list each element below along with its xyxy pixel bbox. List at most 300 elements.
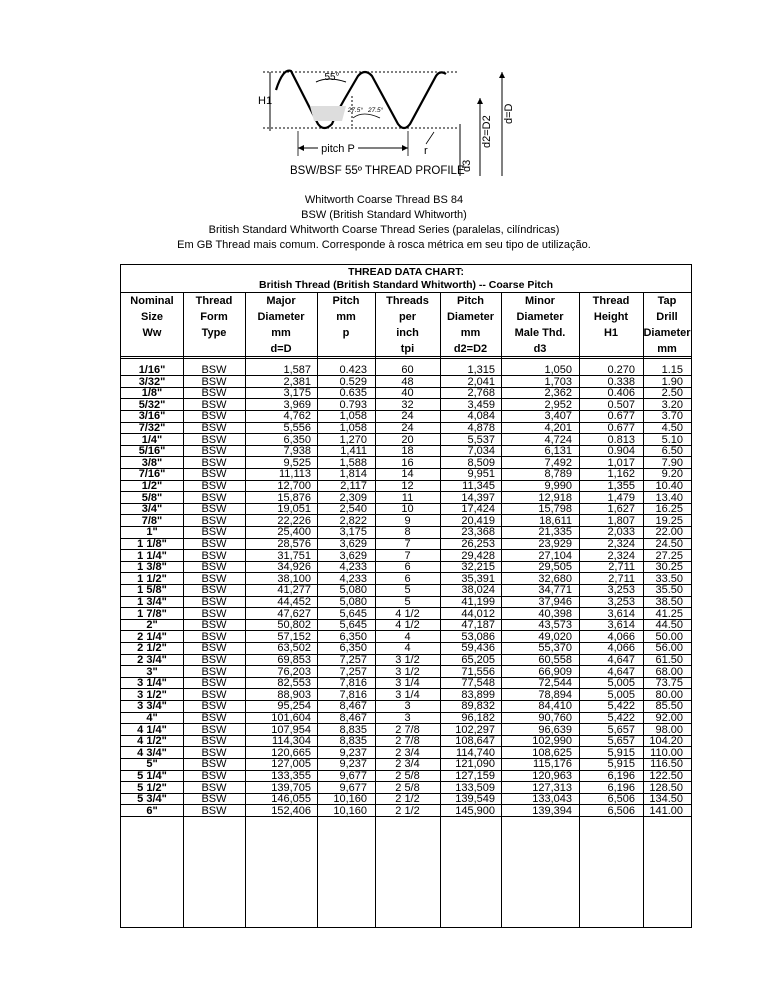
cell-nominal-size: 5" — [146, 758, 158, 771]
table-row — [121, 561, 691, 573]
cell-major-diameter: 28,576 — [277, 538, 311, 550]
cell-nominal-size: 5/32" — [138, 398, 166, 411]
cell-major-diameter: 88,903 — [277, 688, 311, 701]
cell-major-diameter: 63,502 — [277, 642, 311, 655]
cell-threads-per-inch: 2 3/4 — [395, 758, 420, 771]
cell-thread-height: 2,711 — [608, 561, 635, 574]
cell-pitch: 9,237 — [339, 758, 367, 771]
cell-minor-diameter: 90,760 — [538, 712, 572, 724]
cell-thread-height: 4,066 — [607, 630, 635, 643]
header-line: Diameter — [446, 311, 495, 323]
cell-major-diameter: 31,751 — [277, 549, 311, 562]
table-row — [121, 793, 691, 805]
thread-data-chart — [120, 264, 692, 928]
cell-major-diameter: 57,152 — [277, 630, 311, 643]
cell-minor-diameter: 3,407 — [544, 410, 572, 423]
table-row — [121, 666, 691, 678]
cell-minor-diameter: 133,043 — [532, 793, 572, 806]
cell-nominal-size: 6" — [146, 804, 158, 817]
cell-major-diameter: 114,304 — [272, 735, 311, 748]
cell-threads-per-inch: 2 5/8 — [395, 770, 420, 782]
cell-minor-diameter: 8,789 — [544, 468, 572, 481]
cell-nominal-size: 1 1/4" — [137, 549, 167, 562]
cell-thread-form: BSW — [201, 468, 227, 481]
cell-threads-per-inch: 2 7/8 — [395, 723, 420, 736]
cell-nominal-size: 5 3/4" — [137, 793, 167, 806]
cell-pitch: 7,257 — [339, 665, 367, 678]
cell-tap-drill: 104.20 — [649, 735, 683, 748]
header-line: Male Thd. — [514, 327, 566, 339]
cell-threads-per-inch: 24 — [401, 422, 414, 434]
cell-pitch: 5,645 — [339, 619, 367, 632]
header-pitch — [317, 293, 375, 356]
cell-thread-form: BSW — [201, 630, 227, 643]
table-row — [121, 712, 691, 724]
cell-pitch-diameter: 23,368 — [461, 526, 495, 539]
cell-pitch-diameter: 59,436 — [461, 642, 495, 655]
cell-thread-form: BSW — [201, 364, 227, 376]
cell-threads-per-inch: 2 1/2 — [395, 793, 420, 806]
table-row — [121, 677, 691, 689]
cell-pitch-diameter: 20,419 — [461, 514, 495, 527]
cell-tap-drill: 61.50 — [655, 654, 683, 666]
cell-nominal-size: 1/8" — [141, 387, 163, 400]
cell-threads-per-inch: 4 1/2 — [395, 607, 420, 620]
header-line: Ww — [142, 327, 162, 339]
table-row — [121, 538, 691, 550]
cell-nominal-size: 4" — [146, 712, 158, 724]
cell-pitch-diameter: 96,182 — [461, 712, 495, 724]
cell-thread-form: BSW — [201, 723, 227, 736]
cell-nominal-size: 3" — [146, 665, 158, 678]
table-row — [121, 364, 691, 376]
cell-thread-height: 5,422 — [607, 700, 635, 713]
cell-thread-height: 1,355 — [607, 480, 635, 492]
cell-threads-per-inch: 32 — [401, 398, 414, 411]
cell-threads-per-inch: 6 — [404, 572, 411, 585]
header-minor-diameter — [501, 293, 579, 356]
cell-major-diameter: 15,876 — [277, 491, 311, 504]
cell-pitch: 10,160 — [333, 804, 367, 817]
intro-line: BSW (British Standard Whitworth) — [301, 209, 467, 221]
cell-thread-height: 2,711 — [608, 572, 635, 585]
cell-major-diameter: 4,762 — [283, 410, 311, 423]
cell-pitch-diameter: 44,012 — [461, 607, 495, 620]
header-line: tpi — [400, 343, 415, 355]
cell-tap-drill: 122.50 — [649, 770, 683, 782]
cell-major-diameter: 11,113 — [278, 468, 311, 481]
cell-tap-drill: 56.00 — [655, 642, 683, 655]
cell-pitch-diameter: 127,159 — [455, 770, 495, 782]
cell-major-diameter: 5,556 — [283, 422, 311, 434]
cell-pitch-diameter: 4,878 — [467, 422, 495, 434]
cell-tap-drill: 68.00 — [655, 665, 683, 678]
cell-thread-form: BSW — [201, 410, 227, 423]
cell-major-diameter: 139,705 — [271, 781, 311, 794]
cell-pitch-diameter: 35,391 — [461, 572, 495, 585]
half-angle-left: 27.5° — [347, 107, 363, 114]
cell-nominal-size: 3/32" — [138, 375, 166, 388]
cell-threads-per-inch: 4 — [404, 642, 411, 655]
cell-thread-height: 0.338 — [607, 375, 635, 388]
header-line: per — [398, 311, 417, 323]
cell-threads-per-inch: 2 3/4 — [395, 746, 420, 759]
header-thread-form — [183, 293, 245, 356]
cell-thread-height: 0.904 — [607, 445, 635, 458]
cell-nominal-size: 1" — [146, 526, 158, 539]
cell-pitch: 0.635 — [339, 387, 367, 400]
cell-threads-per-inch: 60 — [401, 364, 414, 376]
cell-nominal-size: 4 3/4" — [137, 746, 167, 759]
cell-pitch: 0.529 — [339, 375, 367, 388]
cell-thread-height: 0.406 — [607, 387, 635, 400]
cell-pitch-diameter: 29,428 — [461, 549, 495, 562]
table-row — [121, 805, 691, 817]
cell-minor-diameter: 21,335 — [538, 526, 572, 539]
cell-thread-form: BSW — [201, 538, 227, 550]
cell-threads-per-inch: 40 — [401, 387, 414, 400]
cell-major-diameter: 22,226 — [277, 514, 311, 527]
cell-minor-diameter: 108,625 — [532, 746, 572, 759]
cell-minor-diameter: 127,313 — [532, 781, 572, 794]
table-row — [121, 387, 691, 399]
cell-thread-height: 6,196 — [607, 781, 635, 794]
row-divider — [121, 816, 691, 817]
cell-threads-per-inch: 7 — [404, 549, 411, 562]
cell-tap-drill: 24.50 — [655, 538, 683, 550]
header-threads-per-inch — [375, 293, 440, 356]
cell-pitch: 1,588 — [339, 456, 367, 469]
cell-major-diameter: 12,700 — [277, 480, 311, 492]
cell-tap-drill: 6.50 — [661, 445, 683, 458]
cell-threads-per-inch: 2 5/8 — [395, 781, 420, 794]
angle-label: 55° — [324, 72, 340, 83]
cell-thread-form: BSW — [201, 514, 227, 527]
cell-nominal-size: 1 1/2" — [137, 572, 167, 585]
cell-nominal-size: 2 3/4" — [137, 654, 167, 666]
cell-thread-form: BSW — [201, 700, 227, 713]
cell-nominal-size: 7/32" — [138, 422, 166, 434]
cell-tap-drill: 30.25 — [655, 561, 683, 574]
header-divider-double — [121, 358, 691, 359]
cell-threads-per-inch: 3 1/4 — [395, 688, 420, 701]
half-angle-right: 27.5° — [368, 107, 384, 114]
header-line: Threads — [386, 295, 429, 307]
cell-threads-per-inch: 3 — [404, 712, 411, 724]
cell-major-diameter: 107,954 — [271, 723, 311, 736]
cell-nominal-size: 1 5/8" — [137, 584, 167, 597]
cell-pitch-diameter: 2,041 — [467, 375, 495, 388]
cell-thread-form: BSW — [201, 804, 227, 817]
header-line: inch — [396, 327, 419, 339]
cell-pitch: 10,160 — [333, 793, 367, 806]
cell-pitch-diameter: 108,647 — [455, 735, 495, 748]
cell-threads-per-inch: 3 — [404, 700, 411, 713]
d2-label: d2=D2 — [481, 115, 493, 148]
cell-pitch-diameter: 145,900 — [455, 804, 495, 817]
cell-nominal-size: 1/16" — [138, 364, 166, 376]
cell-thread-form: BSW — [201, 619, 227, 632]
header-major-diameter — [245, 293, 317, 356]
cell-thread-height: 1,627 — [607, 503, 635, 516]
cell-nominal-size: 2 1/2" — [137, 642, 167, 655]
cell-thread-form: BSW — [201, 793, 227, 806]
cell-minor-diameter: 9,990 — [544, 480, 572, 492]
h1-label: H1 — [258, 95, 273, 107]
cell-pitch-diameter: 65,205 — [461, 654, 495, 666]
cell-major-diameter: 133,355 — [271, 770, 311, 782]
cell-pitch: 3,175 — [339, 526, 367, 539]
intro-text — [0, 193, 768, 253]
chart-title-block — [121, 265, 691, 293]
header-nominal-size — [121, 293, 183, 356]
cell-minor-diameter: 102,990 — [532, 735, 572, 748]
cell-minor-diameter: 6,131 — [544, 445, 572, 458]
cell-threads-per-inch: 3 1/4 — [395, 677, 420, 690]
cell-pitch-diameter: 38,024 — [461, 584, 495, 597]
cell-pitch: 5,080 — [339, 584, 367, 597]
cell-nominal-size: 5 1/2" — [137, 781, 167, 794]
cell-threads-per-inch: 14 — [401, 468, 414, 481]
header-tap-drill — [643, 293, 691, 356]
intro-line: British Standard Whitworth Coarse Thread Series (paralelas, cilíndricas) — [208, 224, 560, 236]
cell-threads-per-inch: 5 — [404, 584, 411, 597]
table-row — [121, 631, 691, 643]
cell-thread-form: BSW — [201, 433, 227, 446]
cell-tap-drill: 85.50 — [655, 700, 683, 713]
cell-minor-diameter: 84,410 — [538, 700, 572, 713]
cell-tap-drill: 1.90 — [661, 375, 683, 388]
cell-major-diameter: 2,381 — [283, 375, 311, 388]
cell-thread-height: 0.813 — [607, 433, 635, 446]
cell-thread-height: 3,253 — [607, 596, 635, 608]
cell-thread-height: 0.677 — [607, 422, 635, 434]
cell-major-diameter: 38,100 — [277, 572, 311, 585]
table-row — [121, 492, 691, 504]
cell-thread-form: BSW — [201, 677, 227, 690]
cell-minor-diameter: 4,201 — [544, 422, 572, 434]
cell-minor-diameter: 66,909 — [538, 665, 572, 678]
table-row — [121, 758, 691, 770]
cell-nominal-size: 1 3/4" — [137, 596, 167, 608]
cell-tap-drill: 1.15 — [661, 364, 683, 376]
table-row — [121, 770, 691, 782]
cell-nominal-size: 3/8" — [141, 456, 163, 469]
cell-tap-drill: 3.20 — [661, 398, 683, 411]
cell-thread-form: BSW — [201, 746, 227, 759]
cell-tap-drill: 33.50 — [655, 572, 683, 585]
cell-thread-height: 5,422 — [607, 712, 635, 724]
header-line: Diameter — [516, 311, 564, 323]
cell-thread-form: BSW — [201, 758, 227, 771]
d-label: d=D — [503, 103, 515, 124]
cell-major-diameter: 25,400 — [277, 526, 311, 539]
cell-nominal-size: 7/8" — [141, 514, 163, 527]
cell-pitch-diameter: 14,397 — [461, 491, 495, 504]
cell-thread-form: BSW — [201, 781, 227, 794]
cell-thread-height: 1,479 — [607, 491, 635, 504]
cell-thread-form: BSW — [201, 770, 227, 782]
cell-nominal-size: 3/4" — [141, 503, 163, 516]
cell-threads-per-inch: 6 — [404, 561, 411, 574]
cell-pitch: 6,350 — [339, 630, 367, 643]
cell-tap-drill: 2.50 — [661, 387, 683, 400]
cell-minor-diameter: 32,680 — [538, 572, 572, 585]
cell-major-diameter: 127,005 — [271, 758, 311, 771]
cell-pitch: 4,233 — [339, 572, 367, 585]
cell-thread-form: BSW — [201, 596, 227, 608]
table-row — [121, 596, 691, 608]
cell-pitch-diameter: 83,899 — [461, 688, 495, 701]
cell-major-diameter: 95,254 — [277, 700, 311, 713]
header-line: Size — [140, 311, 163, 323]
table-row — [121, 399, 691, 411]
chart-title: THREAD DATA CHART: — [348, 266, 464, 278]
cell-thread-height: 5,657 — [607, 735, 635, 748]
cell-pitch: 1,058 — [339, 422, 367, 434]
cell-pitch-diameter: 8,509 — [467, 456, 495, 469]
table-row — [121, 457, 691, 469]
cell-minor-diameter: 55,370 — [538, 642, 572, 655]
cell-pitch: 7,816 — [339, 677, 367, 690]
cell-tap-drill: 110.00 — [650, 746, 683, 759]
cell-thread-form: BSW — [201, 665, 227, 678]
cell-pitch-diameter: 26,253 — [461, 538, 495, 550]
cell-pitch: 5,080 — [339, 596, 367, 608]
cell-tap-drill: 5.10 — [661, 433, 683, 446]
cell-pitch-diameter: 9,951 — [467, 468, 495, 481]
cell-tap-drill: 19.25 — [655, 514, 683, 527]
cell-tap-drill: 38.50 — [655, 596, 683, 608]
cell-pitch-diameter: 4,084 — [467, 410, 495, 423]
cell-thread-form: BSW — [201, 456, 227, 469]
table-row — [121, 654, 691, 666]
cell-tap-drill: 41.25 — [655, 607, 683, 620]
cell-tap-drill: 35.50 — [655, 584, 683, 597]
cell-thread-form: BSW — [201, 398, 227, 411]
cell-pitch-diameter: 71,556 — [461, 665, 495, 678]
cell-major-diameter: 50,802 — [277, 619, 311, 632]
cell-thread-height: 1,162 — [607, 468, 635, 481]
table-row — [121, 422, 691, 434]
cell-minor-diameter: 37,946 — [538, 596, 572, 608]
header-line: H1 — [603, 327, 619, 339]
cell-thread-height: 5,005 — [607, 677, 635, 690]
header-line: p — [342, 327, 350, 339]
cell-nominal-size: 2 1/4" — [137, 630, 167, 643]
cell-pitch: 0.423 — [339, 364, 367, 376]
cell-pitch: 0.793 — [339, 398, 367, 411]
header-pitch-diameter — [440, 293, 501, 356]
cell-thread-form: BSW — [201, 642, 227, 655]
cell-major-diameter: 3,175 — [283, 387, 311, 400]
cell-thread-height: 3,614 — [607, 607, 635, 620]
cell-thread-form: BSW — [201, 445, 227, 458]
header-line: Pitch — [332, 295, 360, 307]
header-line: Nominal — [130, 295, 174, 307]
cell-nominal-size: 5/8" — [141, 491, 163, 504]
cell-threads-per-inch: 2 7/8 — [395, 735, 420, 748]
cell-tap-drill: 141.00 — [649, 804, 683, 817]
cell-nominal-size: 5/16" — [138, 445, 166, 458]
cell-pitch: 9,677 — [339, 770, 367, 782]
cell-tap-drill: 10.40 — [655, 480, 683, 492]
cell-thread-height: 0.507 — [607, 398, 635, 411]
cell-threads-per-inch: 20 — [401, 433, 414, 446]
cell-nominal-size: 3 3/4" — [137, 700, 167, 713]
cell-minor-diameter: 7,492 — [544, 456, 572, 469]
table-row — [121, 480, 691, 492]
cell-thread-form: BSW — [201, 735, 227, 748]
cell-thread-height: 5,005 — [607, 688, 635, 701]
cell-tap-drill: 22.00 — [655, 526, 683, 539]
chart-subtitle: British Thread (British Standard Whitworth) -- Coarse Pitch — [258, 279, 553, 291]
cell-minor-diameter: 78,894 — [538, 688, 572, 701]
cell-pitch-diameter: 41,199 — [461, 596, 495, 608]
cell-minor-diameter: 96,639 — [538, 723, 572, 736]
cell-thread-height: 5,657 — [607, 723, 635, 736]
cell-minor-diameter: 23,929 — [538, 538, 572, 550]
cell-nominal-size: 2" — [146, 619, 158, 632]
cell-minor-diameter: 4,724 — [544, 433, 572, 446]
cell-nominal-size: 1 3/8" — [137, 561, 167, 574]
cell-tap-drill: 92.00 — [655, 712, 683, 724]
cell-threads-per-inch: 16 — [401, 456, 414, 469]
cell-thread-height: 5,915 — [607, 758, 635, 771]
cell-nominal-size: 7/16" — [138, 468, 166, 481]
header-line: Pitch — [457, 295, 484, 307]
cell-minor-diameter: 29,505 — [538, 561, 572, 574]
cell-minor-diameter: 1,050 — [544, 364, 572, 376]
cell-thread-form: BSW — [201, 584, 227, 597]
cell-tap-drill: 50.00 — [655, 630, 683, 643]
header-line: d3 — [533, 343, 547, 355]
cell-nominal-size: 4 1/4" — [137, 723, 167, 736]
cell-thread-height: 0.270 — [607, 364, 635, 376]
cell-threads-per-inch: 48 — [401, 375, 414, 388]
cell-nominal-size: 1 7/8" — [137, 607, 167, 620]
header-divider — [121, 356, 691, 357]
cell-pitch-diameter: 32,215 — [461, 561, 495, 574]
table-row — [121, 468, 691, 480]
cell-minor-diameter: 49,020 — [538, 630, 572, 643]
cell-major-diameter: 1,587 — [283, 364, 311, 376]
r-label: r — [424, 145, 428, 157]
cell-threads-per-inch: 12 — [401, 480, 414, 492]
diagram-caption: BSW/BSF 55º THREAD PROFILE — [290, 165, 465, 177]
table-row — [121, 724, 691, 736]
table-row — [121, 735, 691, 747]
table-row — [121, 550, 691, 562]
cell-pitch-diameter: 114,740 — [456, 746, 495, 759]
cell-thread-form: BSW — [201, 572, 227, 585]
cell-nominal-size: 4 1/2" — [137, 735, 167, 748]
cell-major-diameter: 41,277 — [277, 584, 311, 597]
header-line: Diameter — [643, 327, 691, 339]
table-row — [121, 642, 691, 654]
cell-pitch: 2,309 — [339, 491, 367, 504]
table-row — [121, 445, 691, 457]
table-row — [121, 700, 691, 712]
cell-pitch-diameter: 139,549 — [455, 793, 495, 806]
cell-pitch: 5,645 — [339, 607, 367, 620]
cell-pitch-diameter: 133,509 — [455, 781, 495, 794]
cell-major-diameter: 44,452 — [277, 596, 311, 608]
cell-minor-diameter: 115,176 — [533, 758, 572, 771]
d3-label: d3 — [461, 159, 473, 172]
cell-pitch-diameter: 7,034 — [467, 445, 495, 458]
cell-threads-per-inch: 3 1/2 — [395, 654, 420, 666]
